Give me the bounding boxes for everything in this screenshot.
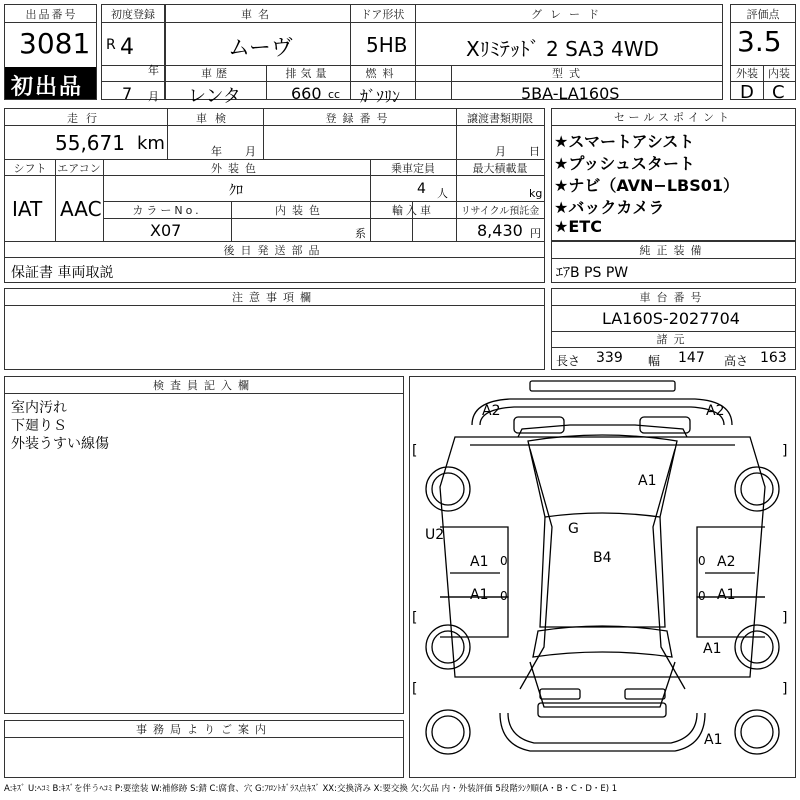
inspection-year-unit: 年	[211, 145, 222, 158]
color-no: X07	[150, 221, 182, 240]
recycle-label: リサイクル預託金	[460, 206, 540, 217]
color-label: 外装色	[211, 162, 262, 175]
interior-color-unit: 系	[355, 227, 366, 240]
damage-left-side: U2	[425, 527, 445, 543]
mileage: 55,671	[55, 131, 125, 155]
displacement-unit: cc	[328, 88, 341, 101]
score-box	[730, 4, 796, 103]
ac-label: エアコン	[57, 162, 101, 175]
capacity-unit: 人	[437, 187, 448, 200]
shift: IAT	[12, 197, 43, 221]
legend: A:ｷｽﾞ U:ﾍｺﾐ B:ｷｽﾞを伴うﾍｺﾐ P:要塗装 W:補修跡 S:錆 C:腐食、穴 G:ﾌﾛﾝﾄｶﾞﾗｽ点ｷｽﾞ XX:交換済み X:要交換 欠:欠品 内・外装評価 5段階ﾗﾝｸ順(A・B・C・D・E) 1	[4, 784, 618, 794]
equipment-label: 純正装備	[639, 244, 708, 257]
bracket-right: ]	[782, 681, 788, 697]
sales-point-item: ★スマートアシスト	[554, 132, 695, 151]
bracket-left: [	[412, 610, 418, 626]
details-box	[4, 108, 545, 283]
year-unit: 年	[148, 64, 159, 77]
damage-front-right: A2	[706, 403, 725, 419]
zero-mark: 0	[500, 554, 508, 568]
color: ｸﾛ	[229, 183, 243, 199]
dims-label: 諸元	[656, 333, 691, 346]
car-name: ムーヴ	[228, 36, 293, 61]
inspection-month-unit: 月	[245, 145, 256, 158]
interior-label: 内装	[768, 67, 790, 80]
damage-roof-g: G	[568, 521, 579, 537]
later-parts: 保証書 車両取説	[11, 265, 114, 281]
notes-label: 注意事項欄	[232, 291, 317, 304]
first-reg-label: 初度登録	[111, 8, 155, 21]
sales-points-label: セールスポイント	[613, 111, 733, 124]
transfer-month-unit: 月	[495, 145, 506, 158]
sales-point-item: ★プッシュスタート	[554, 154, 695, 173]
transfer-day-unit: 日	[529, 145, 540, 158]
reg-month: 7	[122, 84, 133, 103]
sales-point-item: ★ETC	[554, 217, 602, 236]
inspection-label: 車検	[196, 112, 234, 125]
mileage-label: 走行	[67, 112, 105, 125]
interior-color-label: 内装色	[275, 204, 326, 217]
height: 163	[760, 350, 787, 366]
car-diagram	[410, 377, 795, 777]
damage-hood: A1	[638, 473, 657, 489]
inspector-line: 下廻りＳ	[11, 418, 67, 434]
exterior-label: 外装	[736, 67, 758, 80]
office-label: 事務局よりご案内	[136, 723, 272, 736]
bracket-right: ]	[782, 610, 788, 626]
height-label: 高さ	[724, 354, 749, 368]
length: 339	[596, 350, 623, 366]
era: R	[106, 37, 116, 53]
history-label: 車歴	[201, 67, 231, 80]
fuel-label: 燃料	[365, 67, 400, 80]
import-label: 輸入車	[392, 204, 434, 217]
recycle: 8,430	[477, 221, 523, 240]
bracket-left: [	[412, 681, 418, 697]
month-unit: 月	[148, 90, 159, 103]
zero-mark: 0	[500, 589, 508, 603]
damage-left-front-door: A1	[470, 554, 489, 570]
damage-right-rear-door: A1	[717, 587, 736, 603]
width: 147	[678, 350, 705, 366]
load-label: 最大積載量	[472, 162, 528, 175]
displacement-label: 排気量	[285, 67, 331, 80]
first-listing-text: 初出品	[11, 75, 84, 100]
door-type: 5HB	[366, 33, 408, 57]
load-unit: kg	[529, 187, 543, 200]
grade-label: グレード	[531, 8, 607, 21]
first-registration-box	[101, 4, 165, 103]
sales-points-box	[551, 108, 796, 241]
model-label: 型式	[552, 67, 586, 80]
sales-point-item: ★ナビ（AVN−LBS01）	[554, 176, 740, 195]
later-parts-label: 後日発送部品	[223, 244, 326, 257]
sales-point-item: ★バックカメラ	[554, 198, 665, 217]
vehicle-info-box	[165, 4, 723, 107]
car-diagram-box	[409, 376, 796, 778]
history: レンタ	[188, 86, 241, 107]
lot-number-box	[4, 4, 97, 100]
transfer-label: 譲渡書類期限	[467, 112, 533, 125]
score-label: 評価点	[746, 8, 780, 21]
damage-rear: A1	[704, 732, 723, 748]
exterior-grade: D	[740, 82, 754, 103]
shift-label: シフト	[13, 162, 47, 175]
ac: AAC	[60, 197, 102, 221]
color-no-label: カラーNo.	[132, 204, 202, 217]
fuel: ｶﾞｿﾘﾝ	[360, 87, 401, 106]
equipment-value: ｴｱB PS PW	[556, 265, 629, 281]
mileage-unit: km	[137, 133, 165, 154]
interior-grade: C	[772, 82, 785, 103]
notes-box	[4, 288, 545, 370]
inspector-line: 室内汚れ	[11, 400, 67, 416]
regno-label: 登録番号	[325, 112, 394, 125]
zero-mark: 0	[698, 554, 706, 568]
displacement: 660	[291, 84, 322, 103]
score: 3.5	[737, 25, 782, 58]
zero-mark: 0	[698, 589, 706, 603]
length-label: 長さ	[556, 354, 581, 368]
reg-year: 4	[120, 35, 134, 60]
damage-right-rear-fender: A1	[703, 641, 722, 657]
chassis-number: LA160S-2027704	[602, 309, 740, 328]
capacity: 4	[417, 181, 426, 197]
damage-roof: B4	[593, 550, 612, 566]
office-box	[4, 720, 404, 778]
equipment-box	[551, 241, 796, 283]
damage-left-rear-door: A1	[470, 587, 489, 603]
bracket-right: ]	[782, 443, 788, 459]
damage-right-front-door: A2	[717, 554, 736, 570]
inspector-label: 検査員記入欄	[153, 379, 255, 392]
damage-front-left: A2	[482, 403, 501, 419]
model: 5BA-LA160S	[521, 84, 620, 103]
capacity-label: 乗車定員	[391, 162, 435, 175]
inspector-box	[4, 376, 404, 714]
grade: Xﾘﾐﾃｯﾄﾞ 2 SA3 4WD	[466, 37, 659, 61]
chassis-label: 車台番号	[639, 291, 708, 304]
lot-number: 3081	[19, 27, 91, 60]
bracket-left: [	[412, 443, 418, 459]
lot-number-label: 出品番号	[25, 8, 78, 21]
width-label: 幅	[648, 354, 661, 368]
door-type-label: ドア形状	[360, 8, 405, 21]
inspector-line: 外装うすい線傷	[11, 436, 109, 452]
car-name-label: 車名	[241, 8, 275, 21]
recycle-unit: 円	[530, 227, 541, 240]
chassis-box	[551, 288, 796, 370]
